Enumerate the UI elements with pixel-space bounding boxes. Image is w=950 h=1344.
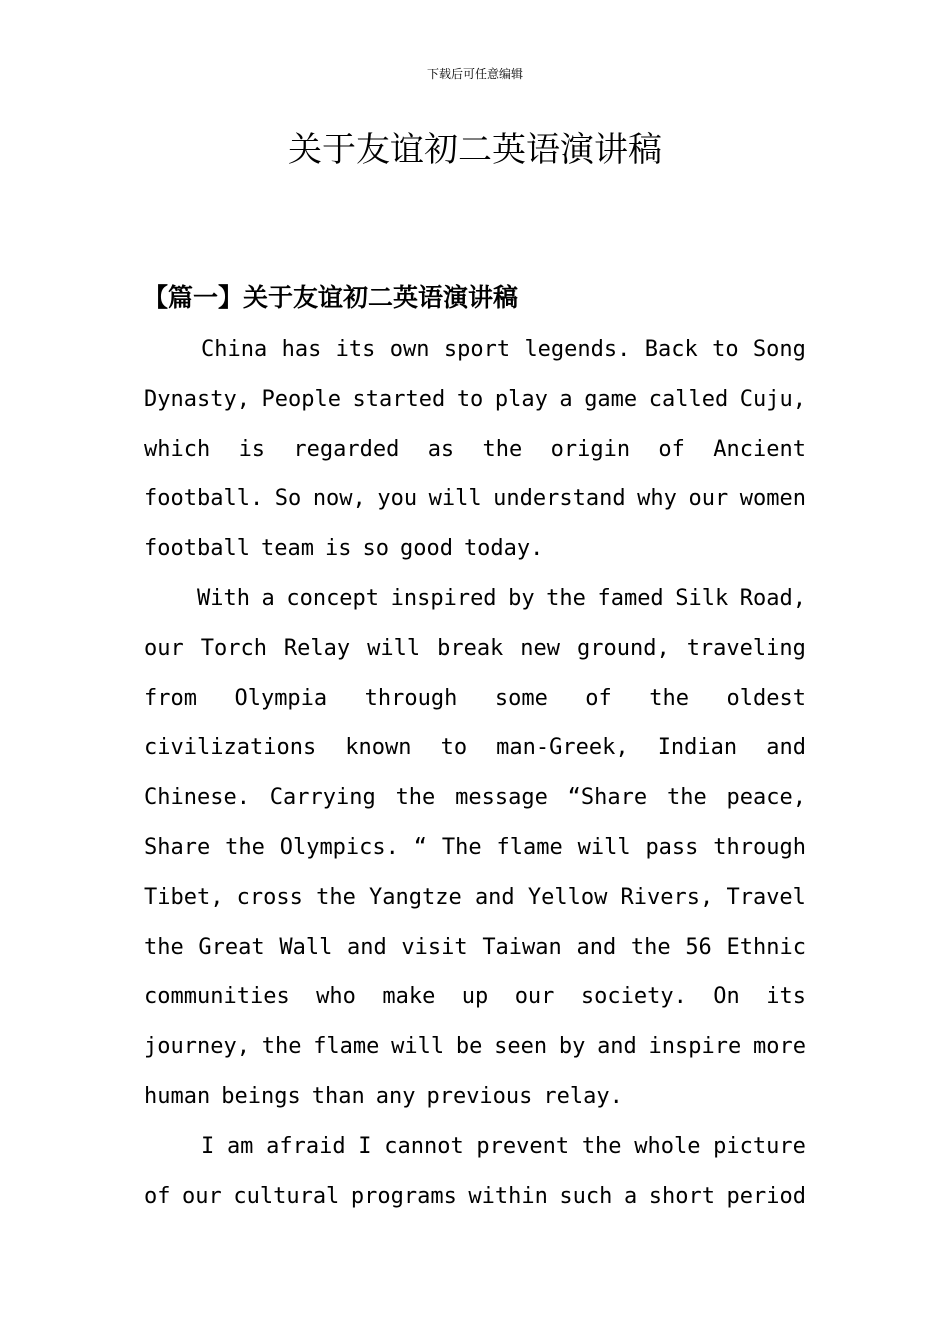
word: which (144, 436, 211, 462)
word: Silk (675, 585, 729, 611)
word: is (324, 536, 352, 562)
word: ground, (577, 635, 670, 661)
word: a (623, 1183, 638, 1209)
word: has (281, 337, 322, 362)
word: our (182, 1183, 222, 1209)
text-line (144, 474, 806, 524)
word: play (494, 386, 548, 412)
word: who (316, 984, 356, 1010)
word: and (346, 934, 387, 960)
text-line (144, 823, 806, 873)
word: journey, (144, 1034, 250, 1060)
word: team (260, 536, 314, 562)
text-line (144, 1072, 806, 1122)
word: the (649, 685, 689, 711)
word: the (630, 934, 671, 960)
text-line (144, 375, 806, 425)
word: 56 (685, 934, 712, 960)
word: called (648, 386, 729, 412)
word: football. (144, 486, 264, 512)
word: more (753, 1034, 806, 1060)
word: Yangtze (369, 884, 462, 910)
text-line (144, 873, 806, 923)
word: of (144, 1183, 171, 1209)
word: the (225, 834, 265, 860)
text-line (144, 624, 806, 674)
word: by (558, 1034, 586, 1060)
word: make (382, 984, 436, 1010)
word: I (201, 1133, 215, 1159)
text-line (144, 524, 806, 574)
word: picture (713, 1133, 806, 1159)
word: our (688, 486, 729, 512)
word: and (576, 934, 617, 960)
word: Olympia (234, 685, 328, 711)
word: Chinese. (144, 785, 250, 811)
word: previous (426, 1083, 533, 1109)
word: own (389, 337, 430, 362)
word: short (648, 1183, 715, 1209)
word: flame (313, 1034, 380, 1060)
word: Yellow (527, 884, 608, 910)
word: new (520, 635, 561, 661)
word: a (559, 386, 573, 412)
word: Torch (200, 635, 267, 661)
section-heading: 【篇一】关于友谊初二英语演讲稿 (143, 283, 519, 312)
word: be (455, 1034, 483, 1060)
word: started (352, 386, 446, 412)
word: and (766, 735, 806, 761)
word: inspire (648, 1034, 742, 1060)
word: such (559, 1183, 613, 1209)
word: Olympics. (279, 834, 399, 860)
word: cannot (384, 1133, 464, 1159)
text-line (144, 1022, 806, 1072)
text-line (144, 574, 806, 624)
word: from (144, 685, 197, 711)
word: women (739, 486, 806, 512)
word: will (391, 1034, 445, 1060)
word: you (377, 486, 418, 512)
document-title: 关于友谊初二英语演讲稿 (288, 130, 662, 170)
word: concept (286, 585, 380, 611)
word: football (144, 536, 250, 562)
text-line (144, 425, 806, 475)
word: up (461, 984, 489, 1010)
word: will (428, 486, 482, 512)
word: Travel (726, 884, 806, 910)
word: pass (645, 834, 699, 860)
word: known (345, 735, 412, 761)
word: Carrying (269, 785, 376, 811)
word: “Share (567, 785, 648, 811)
word: the (546, 585, 586, 611)
word: Cuju, (739, 386, 806, 412)
text-line (144, 1172, 806, 1222)
word: Share (144, 834, 211, 860)
word: communities (144, 984, 290, 1010)
word: cultural (233, 1183, 340, 1209)
word: So (274, 486, 302, 512)
word: Relay (283, 635, 351, 661)
text-line (144, 674, 806, 724)
word: Great (198, 934, 265, 960)
text-line (144, 723, 806, 773)
word: the (666, 785, 707, 811)
word: Rivers, (620, 884, 714, 910)
word: some (494, 685, 548, 711)
word: the (482, 436, 523, 462)
text-line (144, 773, 806, 823)
word: of (585, 685, 612, 711)
word: “ (413, 834, 428, 860)
word: of (658, 436, 685, 462)
word: Indian (657, 735, 738, 761)
word: will (367, 635, 421, 661)
word: Wall (279, 934, 333, 960)
word: a (261, 585, 275, 611)
word: inspired (390, 585, 497, 611)
word: programs (350, 1183, 457, 1209)
word: break (437, 635, 504, 661)
word: message (455, 785, 548, 811)
word: its (335, 337, 376, 362)
word: sport (443, 337, 511, 362)
word: why (637, 486, 677, 512)
text-line (144, 325, 806, 375)
word: man-Greek, (496, 735, 629, 761)
word: as (427, 436, 455, 462)
word: the (581, 1133, 622, 1159)
word: traveling (686, 635, 806, 661)
word: its (766, 984, 806, 1010)
word: peace, (726, 785, 806, 811)
word: I (358, 1133, 372, 1159)
word: am (226, 1133, 254, 1159)
word: With (197, 585, 250, 611)
word: within (468, 1183, 548, 1209)
word: to (456, 386, 484, 412)
word: the (316, 884, 356, 910)
word: will (577, 834, 631, 860)
text-line (144, 923, 806, 973)
word: Taiwan (482, 934, 562, 960)
word: legends. (524, 337, 631, 362)
word: and (474, 884, 515, 910)
word: by (508, 585, 535, 611)
word: origin (550, 436, 631, 462)
word: Tibet, (144, 884, 224, 910)
word: whole (634, 1133, 701, 1159)
word: regarded (293, 436, 400, 462)
word: Back (644, 337, 698, 362)
word: Dynasty, (144, 386, 250, 412)
word: prevent (476, 1133, 570, 1159)
word: game (584, 386, 638, 412)
word: to (712, 337, 739, 362)
text-line (144, 1122, 806, 1172)
word: People (261, 386, 341, 412)
word: Ethnic (726, 934, 806, 960)
word: good (399, 536, 453, 562)
word: than (311, 1083, 365, 1109)
word: oldest (726, 685, 806, 711)
word: The (441, 834, 482, 860)
word: Song (752, 337, 806, 362)
word: flame (496, 834, 563, 860)
word: society. (580, 984, 687, 1010)
word: relay. (543, 1083, 623, 1109)
word: Ancient (713, 436, 806, 462)
body-text (144, 325, 806, 1221)
header-note: 下载后可任意编辑 (426, 67, 523, 81)
word: is (238, 436, 266, 462)
word: famed (597, 585, 664, 611)
word: now, (312, 486, 366, 512)
word: On (713, 984, 740, 1010)
word: through (364, 685, 458, 711)
word: the (261, 1034, 302, 1060)
word: cross (236, 884, 303, 910)
word: today. (463, 536, 544, 562)
word: human (144, 1083, 211, 1109)
word: and (597, 1034, 637, 1060)
word: period (726, 1183, 806, 1209)
word: Road, (739, 585, 806, 611)
word: through (713, 834, 806, 860)
text-line (144, 972, 806, 1022)
word: our (144, 635, 184, 661)
word: China (201, 337, 268, 362)
word: afraid (266, 1133, 346, 1159)
word: so (362, 536, 389, 562)
word: beings (221, 1083, 301, 1109)
word: our (514, 984, 555, 1010)
word: to (440, 735, 468, 761)
word: seen (494, 1034, 548, 1060)
word: the (395, 785, 436, 811)
word: understand (493, 486, 626, 512)
word: any (375, 1083, 416, 1109)
word: visit (401, 934, 468, 960)
word: the (144, 934, 184, 960)
word: civilizations (144, 735, 317, 761)
